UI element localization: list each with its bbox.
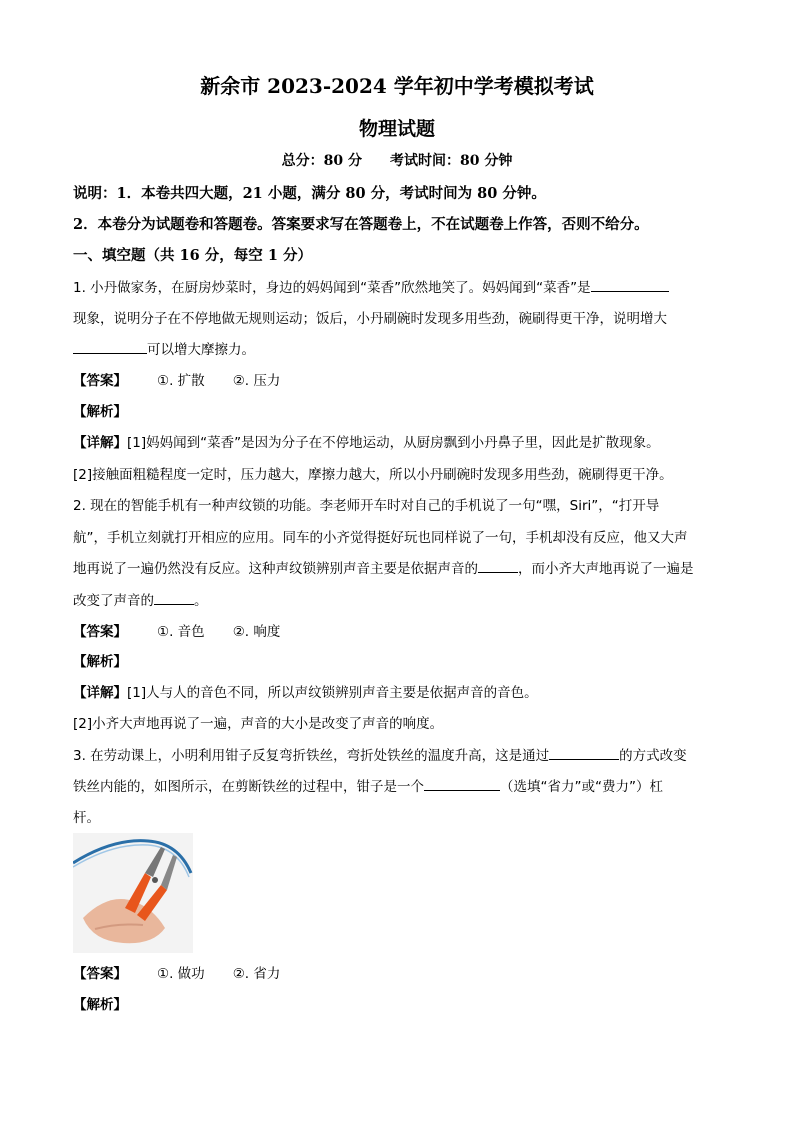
q3-text: 铁丝内能的，如图所示，在剪断铁丝的过程中，钳子是一个 <box>73 779 424 795</box>
q3-answer-1: ①. 做功 <box>157 966 205 982</box>
q3-text: 3. 在劳动课上，小明利用钳子反复弯折铁丝，弯折处铁丝的温度升高，这是通过 <box>73 748 550 764</box>
q2-answer-2: ②. 响度 <box>232 624 281 640</box>
answer-blank <box>549 745 619 760</box>
q2-analysis-label <box>73 650 157 670</box>
q1-line-2: 现象，说明分子在不停地做无规则运动；饭后，小丹刷碗时发现多用些劲，碗刷得更干净，说明增大 <box>73 311 667 327</box>
q1-text: 1. 小丹做家务，在厨房炒菜时，身边的妈妈闻到“菜香”欣然地笑了。妈妈闻到“菜香”是 <box>73 280 591 296</box>
analysis-label: 【解析】 <box>73 654 127 670</box>
q1-detail-1 <box>73 431 660 451</box>
q1-answer-2: ②. 压力 <box>232 373 281 389</box>
answer-blank <box>424 776 500 791</box>
section-heading: 一、填空题（共 16 分，每空 1 分） <box>73 247 312 264</box>
q1-detail-text-1: [1]妈妈闻到“菜香”是因为分子在不停地运动，从厨房飘到小丹鼻子里，因此是扩散现象。 <box>127 435 660 451</box>
q2-detail-1 <box>73 681 538 701</box>
answer-blank <box>591 277 669 292</box>
analysis-label: 【解析】 <box>73 404 127 420</box>
q1-answer-1: ①. 扩散 <box>157 373 205 389</box>
q1-answer-row <box>73 369 308 389</box>
q1-line-1 <box>73 276 669 296</box>
analysis-label: 【解析】 <box>73 997 127 1013</box>
answer-blank <box>73 339 147 354</box>
q3-text: （选填“省力”或“费力”）杠 <box>500 779 663 795</box>
q3-text: 的方式改变 <box>619 748 687 764</box>
answer-label: 【答案】 <box>73 966 127 982</box>
instruction-line-2: 2．本卷分为试题卷和答题卷。答案要求写在答题卷上，不在试题卷上作答，否则不给分。 <box>73 216 649 233</box>
q3-line-2 <box>73 775 663 795</box>
q1-analysis-label <box>73 400 157 420</box>
q3-answer-row <box>73 962 308 982</box>
answer-label: 【答案】 <box>73 373 127 389</box>
answer-label: 【答案】 <box>73 624 127 640</box>
q3-line-1 <box>73 744 687 764</box>
answer-blank <box>478 558 518 573</box>
q2-line-1: 2. 现在的智能手机有一种声纹锁的功能。李老师开车时对自己的手机说了一句“嘿，Siri”，“打开导 <box>73 498 660 514</box>
q1-detail-2: [2]接触面粗糙程度一定时，压力越大，摩擦力越大，所以小丹刷碗时发现多用些劲，碗刷得更干净。 <box>73 467 673 483</box>
q2-detail-2: [2]小齐大声地再说了一遍，声音的大小是改变了声音的响度。 <box>73 716 444 732</box>
q3-answer-2: ②. 省力 <box>232 966 281 982</box>
q1-line-3 <box>73 338 255 358</box>
q2-line-4 <box>73 589 208 609</box>
exam-title: 新余市 2023-2024 学年初中学考模拟考试 <box>200 74 594 98</box>
score-info: 总分：80 分 考试时间：80 分钟 <box>281 153 513 169</box>
subject-title: 物理试题 <box>358 118 435 140</box>
q2-text: 。 <box>194 593 208 609</box>
q2-answer-row <box>73 620 308 640</box>
detail-label: 【详解】 <box>73 435 127 451</box>
pliers-cutting-wire-image <box>73 833 193 953</box>
q2-text: 改变了声音的 <box>73 593 154 609</box>
q2-text: 地再说了一遍仍然没有反应。这种声纹锁辨别声音主要是依据声音的 <box>73 561 478 577</box>
q2-line-2: 航”，手机立刻就打开相应的应用。同车的小齐觉得挺好玩也同样说了一句，手机却没有反应，他又大声 <box>73 530 688 546</box>
q2-text: ，而小齐大声地再说了一遍是 <box>518 561 694 577</box>
q3-line-3: 杆。 <box>73 810 100 826</box>
answer-blank <box>154 590 194 605</box>
q2-line-3 <box>73 557 694 577</box>
q1-text: 可以增大摩擦力。 <box>147 342 255 358</box>
q2-answer-1: ①. 音色 <box>157 624 205 640</box>
instruction-line-1: 说明：1．本卷共四大题，21 小题，满分 80 分，考试时间为 80 分钟。 <box>73 185 546 202</box>
detail-label: 【详解】 <box>73 685 127 701</box>
pliers-pivot <box>152 877 158 883</box>
q3-analysis-label <box>73 993 157 1013</box>
q2-detail-text-1: [1]人与人的音色不同，所以声纹锁辨别声音主要是依据声音的音色。 <box>127 685 538 701</box>
